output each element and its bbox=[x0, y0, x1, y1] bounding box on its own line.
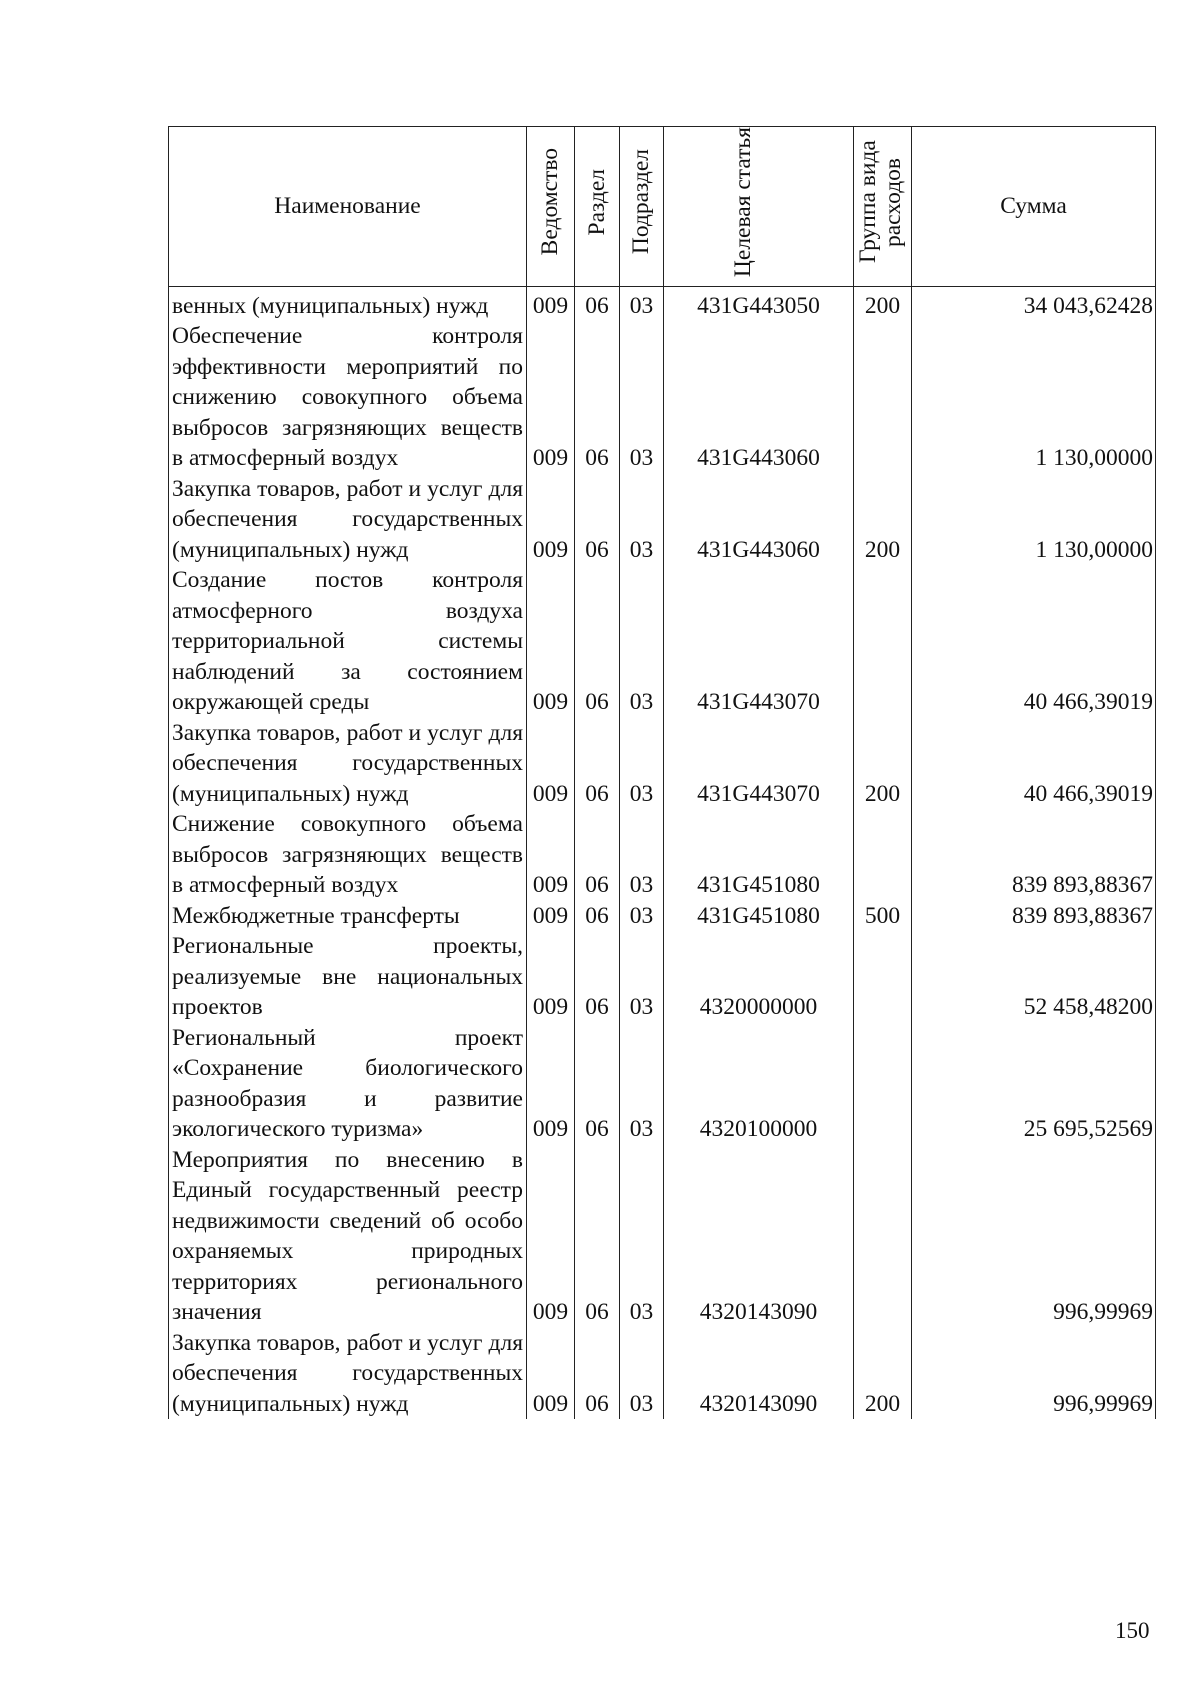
header-department: Ведомство bbox=[527, 127, 575, 287]
cell-department: 009 bbox=[527, 718, 575, 810]
cell-department: 009 bbox=[527, 1328, 575, 1420]
cell-target-article: 4320143090 bbox=[664, 1328, 854, 1420]
cell-amount: 34 043,62428 bbox=[912, 286, 1156, 321]
table-row bbox=[169, 565, 1156, 718]
cell-subsection: 03 bbox=[620, 565, 664, 718]
cell-section: 06 bbox=[575, 321, 620, 474]
cell-subsection: 03 bbox=[620, 286, 664, 321]
cell-expense-group bbox=[854, 1145, 912, 1328]
cell-expense-group bbox=[854, 1023, 912, 1145]
cell-amount: 839 893,88367 bbox=[912, 809, 1156, 901]
header-expense-group: Группа вида расходов bbox=[854, 127, 912, 287]
cell-section: 06 bbox=[575, 809, 620, 901]
cell-department: 009 bbox=[527, 931, 575, 1023]
header-section: Раздел bbox=[575, 127, 620, 287]
header-subsection: Подраздел bbox=[620, 127, 664, 287]
cell-department: 009 bbox=[527, 474, 575, 566]
cell-department: 009 bbox=[527, 1145, 575, 1328]
cell-expense-group: 200 bbox=[854, 286, 912, 321]
cell-section: 06 bbox=[575, 565, 620, 718]
cell-expense-group bbox=[854, 809, 912, 901]
cell-subsection: 03 bbox=[620, 1328, 664, 1420]
cell-amount: 1 130,00000 bbox=[912, 321, 1156, 474]
table-row bbox=[169, 286, 1156, 321]
cell-target-article: 431G451080 bbox=[664, 809, 854, 901]
cell-section: 06 bbox=[575, 1328, 620, 1420]
header-target-article: Целевая статья bbox=[664, 127, 854, 287]
cell-target-article: 431G443070 bbox=[664, 565, 854, 718]
cell-name: Закупка товаров, работ и услуг для обеспечения государственных (муниципальных) нужд bbox=[169, 1328, 527, 1420]
cell-section: 06 bbox=[575, 1023, 620, 1145]
cell-target-article: 431G443050 bbox=[664, 286, 854, 321]
cell-section: 06 bbox=[575, 286, 620, 321]
cell-subsection: 03 bbox=[620, 931, 664, 1023]
cell-amount: 25 695,52569 bbox=[912, 1023, 1156, 1145]
cell-department: 009 bbox=[527, 321, 575, 474]
table-row bbox=[169, 718, 1156, 810]
table-row bbox=[169, 474, 1156, 566]
cell-name: Закупка товаров, работ и услуг для обеспечения государственных (муниципальных) нужд bbox=[169, 474, 527, 566]
cell-target-article: 4320000000 bbox=[664, 931, 854, 1023]
cell-expense-group: 200 bbox=[854, 1328, 912, 1420]
header-row bbox=[169, 127, 1156, 287]
cell-name: Межбюджетные трансферты bbox=[169, 901, 527, 932]
page-number: 150 bbox=[1115, 1618, 1150, 1643]
cell-department: 009 bbox=[527, 286, 575, 321]
cell-section: 06 bbox=[575, 901, 620, 932]
cell-section: 06 bbox=[575, 931, 620, 1023]
cell-expense-group bbox=[854, 931, 912, 1023]
cell-target-article: 4320100000 bbox=[664, 1023, 854, 1145]
cell-department: 009 bbox=[527, 565, 575, 718]
cell-target-article: 431G451080 bbox=[664, 901, 854, 932]
table-body bbox=[169, 286, 1156, 1419]
cell-name: Снижение совокупного объема выбросов загрязняющих веществ в атмосферный воздух bbox=[169, 809, 527, 901]
cell-subsection: 03 bbox=[620, 321, 664, 474]
cell-amount: 40 466,39019 bbox=[912, 718, 1156, 810]
header-name: Наименование bbox=[169, 127, 527, 287]
cell-department: 009 bbox=[527, 1023, 575, 1145]
cell-expense-group: 200 bbox=[854, 474, 912, 566]
cell-target-article: 4320143090 bbox=[664, 1145, 854, 1328]
cell-subsection: 03 bbox=[620, 1023, 664, 1145]
cell-target-article: 431G443060 bbox=[664, 474, 854, 566]
table-row bbox=[169, 901, 1156, 932]
cell-section: 06 bbox=[575, 1145, 620, 1328]
cell-amount: 839 893,88367 bbox=[912, 901, 1156, 932]
cell-expense-group bbox=[854, 565, 912, 718]
cell-name: Региональный проект «Сохранение биологического разнообразия и развитие экологического туризма» bbox=[169, 1023, 527, 1145]
cell-section: 06 bbox=[575, 474, 620, 566]
cell-name: Мероприятия по внесению в Единый государственный реестр недвижимости сведений об особо охраняемых природных территориях регионального значения bbox=[169, 1145, 527, 1328]
cell-expense-group bbox=[854, 321, 912, 474]
cell-name: Обеспечение контроля эффективности мероприятий по снижению совокупного объема выбросов загрязняющих веществ в атмосферный воздух bbox=[169, 321, 527, 474]
budget-table bbox=[168, 126, 1156, 1419]
cell-subsection: 03 bbox=[620, 718, 664, 810]
cell-amount: 996,99969 bbox=[912, 1328, 1156, 1420]
cell-expense-group: 200 bbox=[854, 718, 912, 810]
cell-expense-group: 500 bbox=[854, 901, 912, 932]
cell-section: 06 bbox=[575, 718, 620, 810]
cell-amount: 40 466,39019 bbox=[912, 565, 1156, 718]
table-row bbox=[169, 931, 1156, 1023]
table-row bbox=[169, 1145, 1156, 1328]
table-row bbox=[169, 809, 1156, 901]
cell-name: Региональные проекты, реализуемые вне национальных проектов bbox=[169, 931, 527, 1023]
cell-subsection: 03 bbox=[620, 809, 664, 901]
cell-subsection: 03 bbox=[620, 474, 664, 566]
cell-target-article: 431G443070 bbox=[664, 718, 854, 810]
header-amount: Сумма bbox=[912, 127, 1156, 287]
cell-name: венных (муниципальных) нужд bbox=[169, 286, 527, 321]
cell-subsection: 03 bbox=[620, 1145, 664, 1328]
cell-subsection: 03 bbox=[620, 901, 664, 932]
table-row bbox=[169, 321, 1156, 474]
cell-amount: 996,99969 bbox=[912, 1145, 1156, 1328]
cell-amount: 52 458,48200 bbox=[912, 931, 1156, 1023]
table-row bbox=[169, 1023, 1156, 1145]
cell-target-article: 431G443060 bbox=[664, 321, 854, 474]
cell-name: Закупка товаров, работ и услуг для обеспечения государственных (муниципальных) нужд bbox=[169, 718, 527, 810]
cell-department: 009 bbox=[527, 901, 575, 932]
cell-name: Создание постов контроля атмосферного воздуха территориальной системы наблюдений за состоянием окружающей среды bbox=[169, 565, 527, 718]
table-row bbox=[169, 1328, 1156, 1420]
cell-department: 009 bbox=[527, 809, 575, 901]
cell-amount: 1 130,00000 bbox=[912, 474, 1156, 566]
